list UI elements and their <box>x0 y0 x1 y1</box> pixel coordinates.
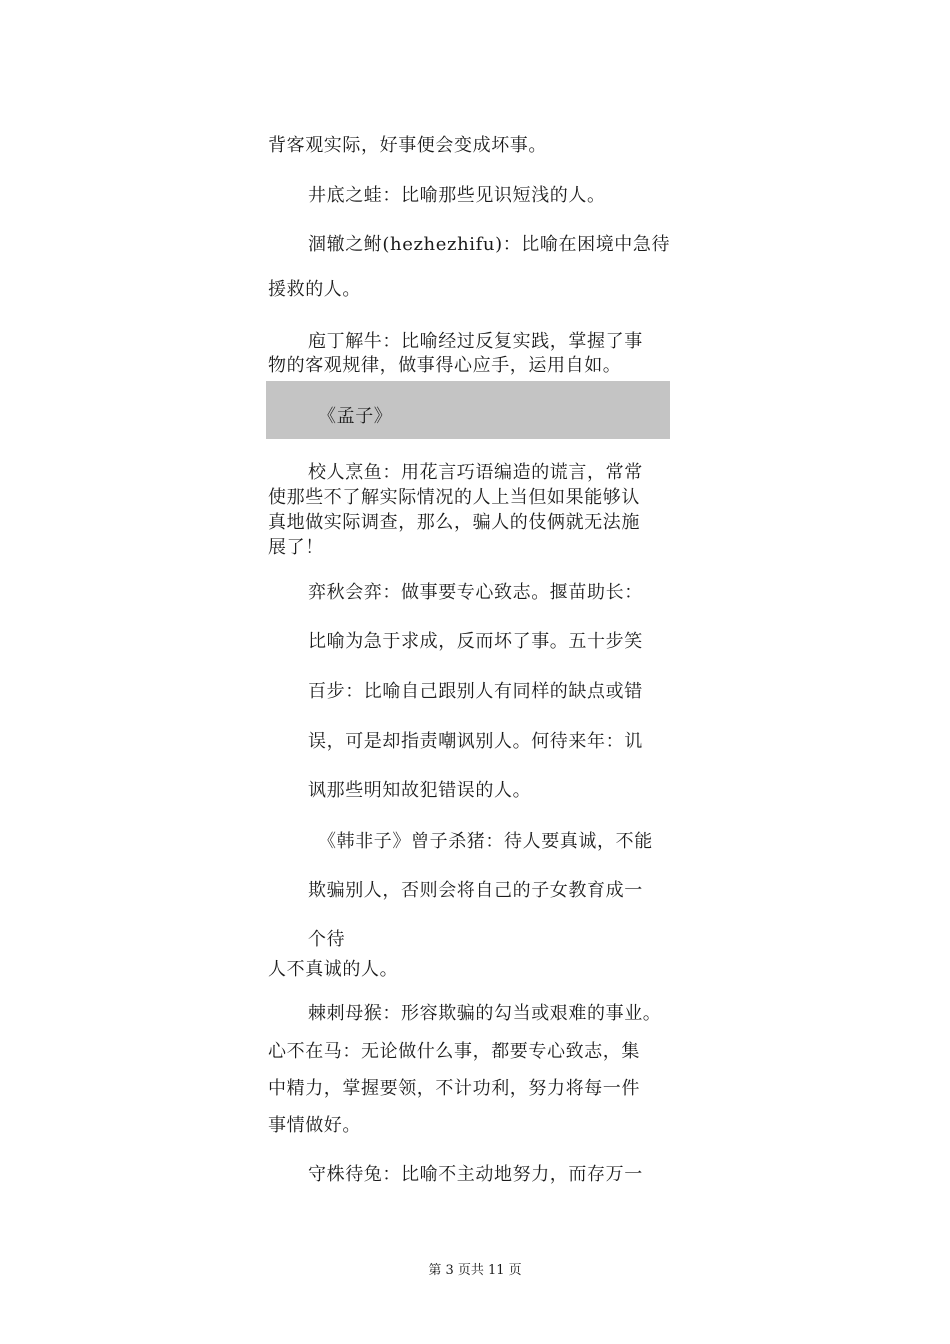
text-line: 背客观实际，好事便会变成坏事。 <box>268 135 547 156</box>
text-line: 百步：比喻自己跟别人有同样的缺点或错 <box>308 681 643 702</box>
text-line: 中精力，掌握要领，不计功利，努力将每一件 <box>268 1078 640 1099</box>
text-line: 物的客观规律，做事得心应手，运用自如。 <box>268 355 622 376</box>
text-line: 弈秋会弈：做事要专心致志。揠苗助长： <box>308 582 643 603</box>
text-line: 棘刺母猴：形容欺骗的勾当或艰难的事业。 <box>308 1003 662 1024</box>
page-number-footer: 第 3 页共 11 页 <box>428 1263 522 1278</box>
text-line: 涸辙之鲋(hezhezhifu)：比喻在困境中急待 <box>308 234 671 255</box>
text-line: 心不在马：无论做什么事，都要专心致志，集 <box>268 1041 640 1062</box>
text-line: 井底之蛙：比喻那些见识短浅的人。 <box>308 185 606 206</box>
text-line: 人不真诚的人。 <box>268 959 399 980</box>
text-line: 庖丁解牛：比喻经过反复实践，掌握了事 <box>308 331 643 352</box>
text-line: 个待 <box>308 929 346 950</box>
text-line: 守株待兔：比喻不主动地努力，而存万一 <box>308 1164 643 1185</box>
text-line: 《韩非子》曾子杀猪：待人要真诚，不能 <box>318 831 653 852</box>
text-line: 援救的人。 <box>268 279 361 300</box>
text-line: 真地做实际调查，那么，骗人的伎俩就无法施 <box>268 512 640 533</box>
text-line: 比喻为急于求成，反而坏了事。五十步笑 <box>308 631 643 652</box>
text-line: 讽那些明知故犯错误的人。 <box>308 780 532 801</box>
text-line: 使那些不了解实际情况的人上当但如果能够认 <box>268 487 640 508</box>
text-line: 展了！ <box>268 537 324 558</box>
section-heading: 《孟子》 <box>318 406 393 427</box>
text-line: 事情做好。 <box>268 1115 361 1136</box>
text-line: 校人烹鱼：用花言巧语编造的谎言，常常 <box>308 462 643 483</box>
text-line: 误，可是却指责嘲讽别人。何待来年：讥 <box>308 731 643 752</box>
text-line: 欺骗别人，否则会将自己的子女教育成一 <box>308 880 643 901</box>
